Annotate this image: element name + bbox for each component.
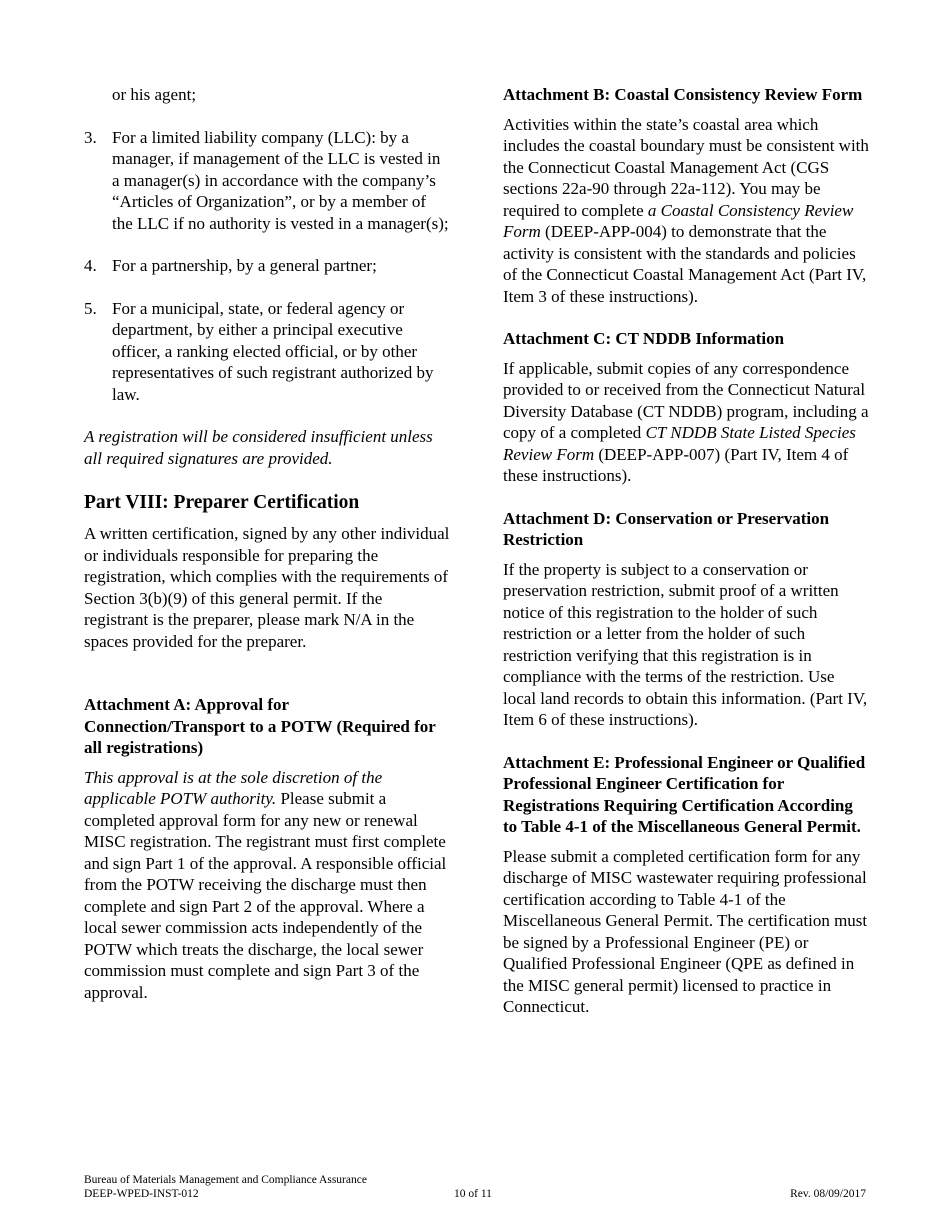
footer-bureau: Bureau of Materials Management and Compliance Assurance (84, 1174, 367, 1186)
attachment-e-heading: Attachment E: Professional Engineer or Qualified Professional Engineer Certification for Registrations Requiring Certification According to Table 4-1 of the Miscellaneous General Permit. (503, 752, 866, 836)
page-footer (84, 1173, 866, 1201)
attachment-c-heading: Attachment C: CT NDDB Information (503, 329, 785, 348)
list-number: 4. (84, 256, 97, 275)
attachment-a-body: Please submit a completed approval form for any new or renewal MISC registration. The registrant must first complete and sign Part 1 of the approval. A responsible official from the POTW receiving the discharge must then complete and sign Part 2 of the approval. Where a local sewer commission acts independently of the POTW which treats the discharge, the local sewer commission must complete and sign Part 3 of the approval. (84, 789, 447, 1002)
part8-text: A written certification, signed by any other individual or individuals responsible for preparing the registration, which complies with the requirements of Section 3(b)(9) of this general permit. If the registrant is the preparer, please mark N/A in the spaces provided for the preparer. (84, 524, 450, 651)
list-item (84, 255, 450, 277)
signatory-list (84, 127, 450, 406)
attachment-b-body-2: (DEEP-APP-004) to demonstrate that the activity is consistent with the standards and policies of the Connecticut Coastal Management Act (Part IV, Item 3 of these instructions). (503, 222, 867, 306)
footer-doc-code: DEEP-WPED-INST-012 (84, 1188, 199, 1200)
attachment-a-text (84, 767, 450, 1004)
attachment-b-body-1: Activities within the state’s coastal area which includes the coastal boundary must be consistent with the Connecticut Coastal Management Act (CGS sections 22a-90 through 22a-112). You may be required to complete (503, 114, 869, 220)
list-number: 5. (84, 298, 97, 318)
continuation-text: or his agent; (112, 85, 197, 104)
attachment-d-text: If the property is subject to a conservation or preservation restriction, submit proof of a written notice of this registration to the holder of such restriction or a letter from the holder of such restriction verifying that this registration is in compliance with the terms of the restriction. Use local land records to obtain this information. (Part IV, Item 6 of these instructions). (503, 559, 868, 729)
attachment-a-heading: Attachment A: Approval for Connection/Transport to a POTW (Required for all registrations) (84, 695, 436, 757)
attachment-b-italic: a Coastal Consistency Review Form (503, 200, 854, 241)
list-text: For a partnership, by a general partner; (112, 256, 377, 275)
part8-heading: Part VIII: Preparer Certification (84, 492, 360, 513)
left-column (84, 84, 450, 1003)
footer-page-number: 10 of 11 (454, 1188, 492, 1200)
list-text: For a municipal, state, or federal agency or department, by either a principal executive officer, a ranking elected official, or by other representatives of such registrant authorized by law. (112, 298, 434, 404)
list-item (84, 127, 450, 235)
attachment-e-text: Please submit a completed certification form for any discharge of MISC wastewater requiring professional certification according to Table 4-1 of the Miscellaneous General Permit. The certification must be signed by a Professional Engineer (PE) or Qualified Professional Engineer (QPE as defined in the MISC general permit) licensed to practice in Connecticut. (503, 846, 868, 1016)
footer-revision: Rev. 08/09/2017 (790, 1188, 866, 1200)
attachment-c-text (503, 358, 869, 487)
right-column (503, 84, 869, 1018)
attachment-c-body-2: (DEEP-APP-007) (Part IV, Item 4 of these instructions). (503, 444, 849, 485)
attachment-a-italic: This approval is at the sole discretion of the applicable POTW authority. (84, 767, 383, 808)
insufficient-note: A registration will be considered insufficient unless all required signatures are provided. (84, 427, 433, 468)
attachment-b-heading: Attachment B: Coastal Consistency Review Form (503, 85, 863, 104)
attachment-c-body-1: If applicable, submit copies of any correspondence provided to or received from the Connecticut Natural Diversity Database (CT NDDB) program, including a copy of a completed (503, 358, 869, 442)
attachment-d-heading: Attachment D: Conservation or Preservation Restriction (503, 508, 830, 549)
list-number: 3. (84, 127, 97, 147)
list-text: For a limited liability company (LLC): by a manager, if management of the LLC is vested in a manager(s) in accordance with the company’s “Articles of Organization”, or by a member of the LLC if no authority is vested in a manager(s); (112, 127, 449, 233)
attachment-c-italic: CT NDDB State Listed Species Review Form (503, 423, 856, 464)
list-item (84, 298, 450, 406)
attachment-b-text (503, 114, 869, 308)
